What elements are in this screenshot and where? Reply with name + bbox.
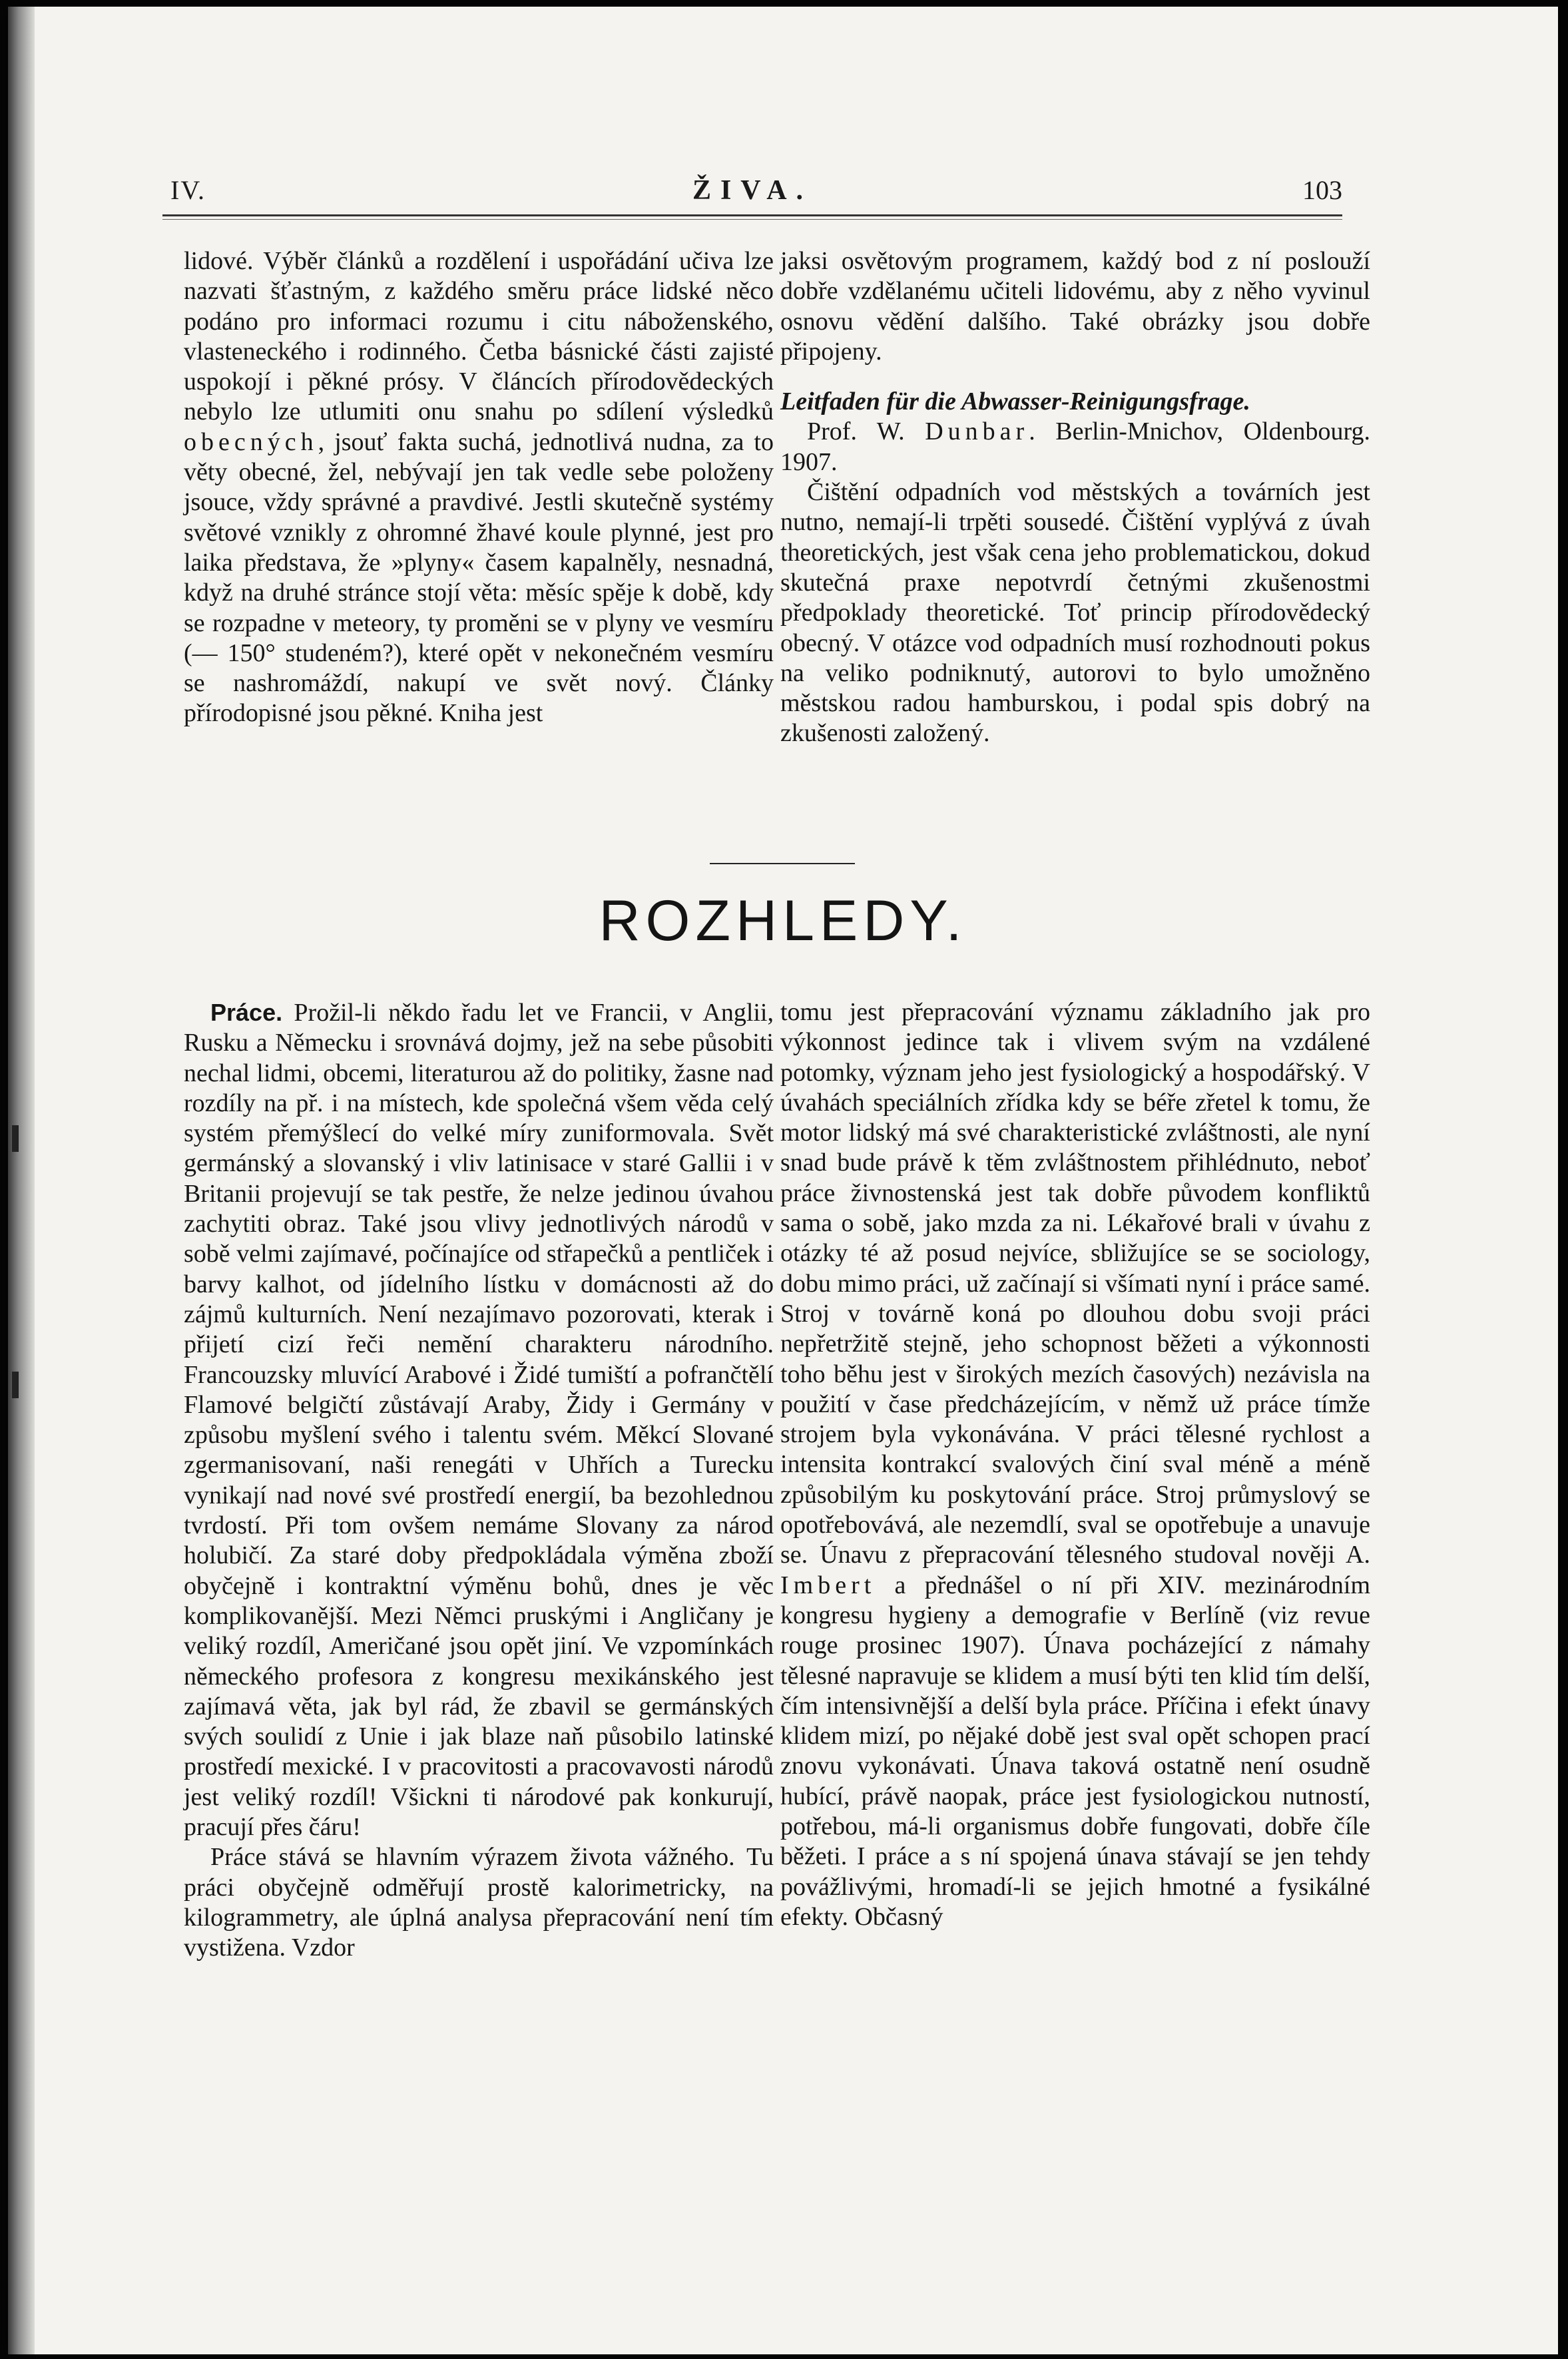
page-header	[162, 174, 1342, 214]
emphasized-word: obecných	[184, 427, 318, 456]
article-paragraph: Práce stává se hlavním výrazem života vážného. Tu práci obyčejně odměřují prostě kalorimetricky, na kilogrammetry, ale úplná analysa přepracování není tím vystižena. Vzdor	[184, 1843, 774, 1962]
page-number: 103	[1302, 175, 1342, 205]
author-name: Dunbar	[925, 417, 1029, 446]
binding-spine	[8, 7, 35, 2354]
magazine-title: ŽIVA.	[692, 175, 813, 206]
review-text: , jsouť fakta suchá, jednotlivá nudna, za to věty obecné, žel, nebývají jen tak vedle sebe položeny jsouce, vždy správné a pravdivé. Jestli skutečně systémy světové vznikly z ohromné žhavé koule plynné, jest pro laika představa, že »plyny« časem kapalněly, nesnadná, když na druhé stránce stojí věta: měsíc spěje k době, kdy se rozpadne v meteory, ty proměni se v plyny ve vesmíru (— 150° studeném?), které opět v nekonečném vesmíru se nashromáždí, nakupí ve svět nový. Články přírodopisné jsou pěkné. Kniha jest	[184, 427, 774, 728]
emphasized-name: Imbert	[780, 1571, 876, 1599]
article-lead-word: Práce.	[210, 999, 283, 1026]
review-paragraph	[184, 246, 774, 729]
review-paragraph: Čištění odpadních vod městských a továrních jest nutno, nemají-li trpěti sousedé. Čištění vyplývá z úvah theoretických, jest však cena jeho problematickou, dokud skutečná praxe nepotvrdí četnými zkušenostmi předpoklady theoretické. Toť princip přírodovědecký obecný. V otázce vod odpadních musí rozhodnouti pokus na veliko podniknutý, autorovi to bylo umožněno městskou radou hamburskou, i podal spis dobrý na zkušenosti založený.	[780, 478, 1370, 748]
review-left-column	[184, 246, 774, 729]
section-separator	[710, 863, 855, 864]
author-prefix: Prof. W.	[807, 417, 925, 446]
book-citation	[780, 417, 1370, 477]
review-right-column	[780, 246, 1370, 749]
book-title: Leitfaden für die Abwasser-Reinigungsfrage.	[780, 388, 1250, 416]
article-text: Prožil-li někdo řadu let ve Francii, v Anglii, Rusku a Německu i srovnává dojmy, jež na sebe působiti nechal lidmi, obcemi, literaturou až do politiky, žasne nad rozdíly na př. i na místech, kde společná všem věda celý systém přemýšlecí do velké míry zuniformovala. Svět germánský a slovanský i vliv latinisace v staré Gallii i v Britanii projevují se tak pestře, že nelze jedinou úvahou zachytiti obraz. Také jsou vlivy jednotlivých národů v sobě velmi zajímavé, počínajíce od střapečků a pentliček i barvy kalhot, od jídelního lístku v domácnosti až do zájmů kulturních. Není nezajímavo pozorovati, kterak i přijetí cizí řeči nemění charakteru národního. Francouzsky mluvící Arabové i Židé tumiští a pofrančtělí Flamové belgičtí zůstávají Araby, Židy i Germány v způsobu myšlení svého i talentu svém. Měkcí Slované zgermanisovaní, naši renegáti v Uhřích a Turecku vynikají nad nové své prostředí energií, ba bezohlednou tvrdostí. Při tom ovšem nemáme Slovany za národ holubičí. Za staré doby předpokládala výměna zboží obyčejně i kontraktní výměnu bohů, dnes je věc komplikovanější. Mezi Němci pruskými i Angličany je veliký rozdíl, Američané jsou opět jiní. Ve vzpomínkách německého profesora z kongresu mexikánského jest zajímavá věta, jak byl rád, že zbavil se germánských svých soulidí z Unie i jak blaze naň působilo latinské prostředí mexické. I v pracovitosti a pracovavosti národů jest veliký rozdíl! Všickni ti národové pak konkurují, pracují přes čáru!	[184, 999, 774, 1842]
section-title: ROZHLEDY.	[599, 889, 967, 953]
publication-info: . Berlin-Mnichov, Oldenbourg. 1907.	[780, 417, 1371, 476]
article-text: tomu jest přepracování významu základního jak pro výkonnost jedince tak i vlivem svým na vzdálené potomky, význam jeho jest fysiologický a hospodářský. V úvahách speciálních zřídka kdy se béře zřetel k tomu, že motor lidský má své charakteristické zvláštnosti, ale nyní snad bude právě k těm zvláštnostem přihlédnuto, neboť práce živnostenská jest tak dobře původem konfliktů sama o sobě, jako mzda za ni. Lékařové brali v úvahu z otázky té až posud nejvíce, sbližujíce se se sociology, dobu mimo práci, už začínají si všímati nyní i práce samé. Stroj v továrně koná po dlouhou dobu svoji práci nepřetržitě stejně, jeho schopnost běžeti a výkonnosti toho běhu jest v širokých mezích časových) nezávisla na použití v čase předcházejícím, v němž už práce tímže strojem byla vykonávána. V práci tělesné rychlost a intensita kontrakcí svalových činí sval méně a méně způsobilým ku poskytování práce. Stroj průmyslový se opotřebovává, ale nezemdlí, sval se opotřebuje a unavuje se. Únavu z přepracování tělesného studoval nověji A.	[780, 998, 1370, 1569]
article-paragraph	[780, 997, 1370, 1932]
article-paragraph	[184, 997, 774, 1842]
review-text: lidové. Výběr článků a rozdělení i uspořádání učiva lze nazvati šťastným, z každého směru práce lidské něco podáno pro informaci rozumu i citu náboženského, vlasteneckého i rodinného. Četba básnické části zajisté uspokojí i pěkné prósy. V článcích přírodovědeckých nebylo lze utlumiti onu snahu po sdílení výsledků	[184, 247, 774, 426]
article-text: a přednášel o ní při XIV. mezinárodním kongresu hygieny a demografie v Berlíně (viz revue rouge prosinec 1907). Únava pocházející z námahy tělesné napravuje se klidem a musí býti ten klid tím delší, čím intensivnější a delší byla práce. Příčina i efekt únavy klidem mizí, po nějaké době jest sval opět schopen prací znovu vykonávati. Únava taková ostatně není osudně hubící, právě naopak, práce jest fysiologickou nutností, potřebou, má-li organismus dobře fungovati, dobře číle běžeti. I práce a s ní spojená únava stávají se jen tehdy povážlivými, hromadí-li se jejich hmotné a fysikálné efekty. Občasný	[780, 1571, 1370, 1931]
header-rule	[162, 214, 1342, 220]
edge-mark	[12, 1372, 19, 1398]
edge-mark	[12, 1125, 19, 1152]
review-continuation: jaksi osvětovým programem, každý bod z ní poslouží dobře vzdělanému učiteli lidovému, aby z něho vyvinul osnovu vědění dalšího. Také obrázky jsou dobře připojeny.	[780, 247, 1370, 366]
article-left-column	[184, 997, 774, 1964]
article-right-column	[780, 997, 1370, 1932]
volume-number: IV.	[170, 175, 206, 205]
page-sheet	[8, 7, 1558, 2354]
